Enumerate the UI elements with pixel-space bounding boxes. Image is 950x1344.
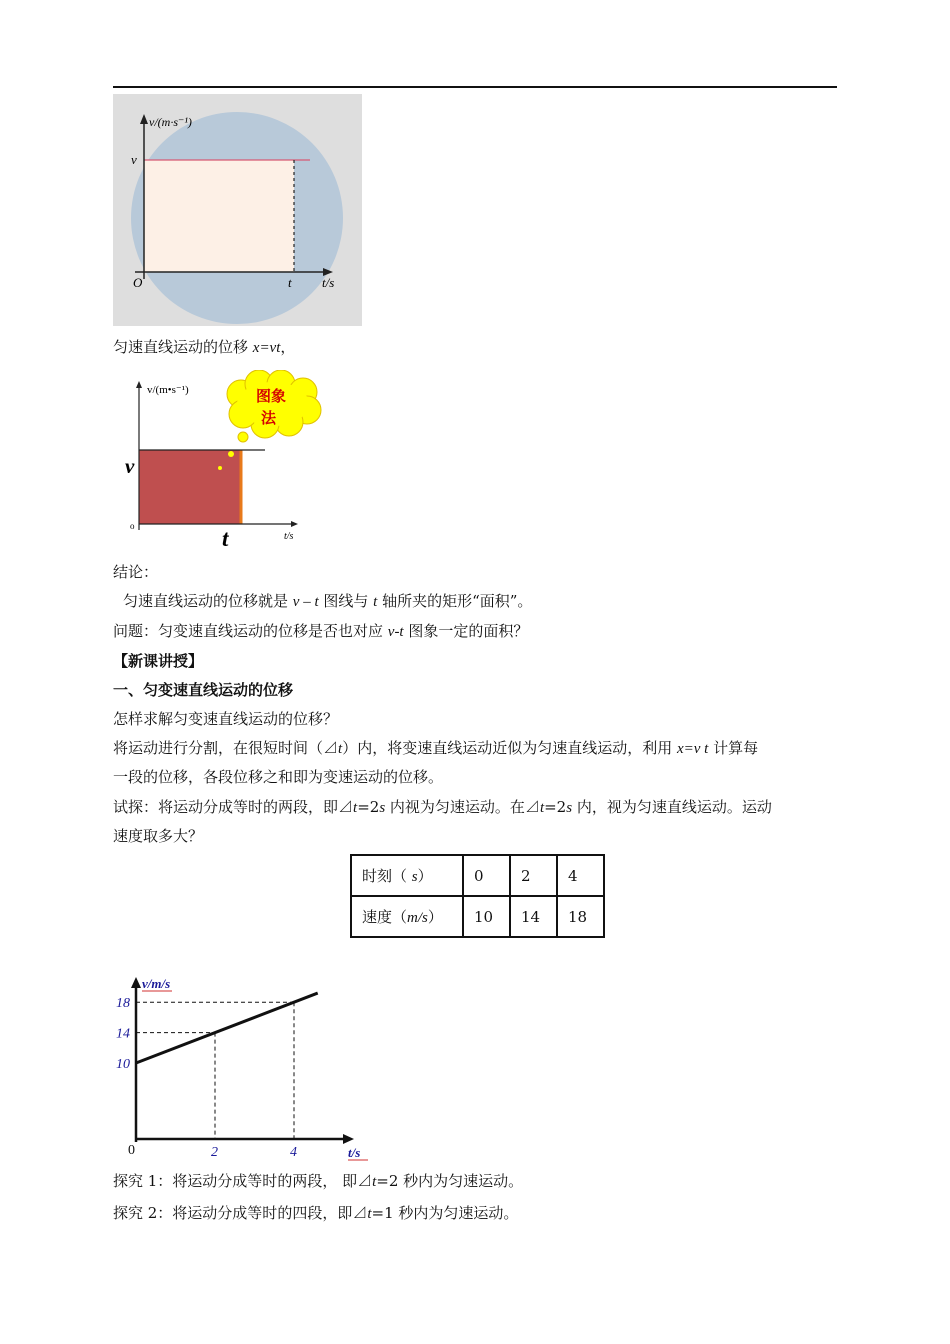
y-axis-label: v/(m•s⁻¹) <box>147 384 189 396</box>
x-tick-label: 2 <box>211 1145 218 1160</box>
velocity-line <box>136 993 318 1063</box>
y-axis-label: v/(m·s⁻¹) <box>149 115 192 129</box>
cloud-text-2: 法 <box>261 411 277 427</box>
x-axis-arrow <box>291 521 298 527</box>
try-paragraph-line1: 试探：将运动分成等时的两段，即⊿t=2s 内视为匀速运动。在⊿t=2s 内，视为匀速直线运动。运动 <box>113 798 772 816</box>
conclusion-text: 匀速直线运动的位移就是 v – t 图线与 t 轴所夹的矩形“面积”。 <box>123 592 533 610</box>
section-heading: 一、匀变速直线运动的位移 <box>113 681 294 699</box>
header-rule <box>113 86 837 88</box>
question-text: 问题：匀变速直线运动的位移是否也对应 v-t 图象一定的面积？ <box>113 622 529 640</box>
x-tick-label: 4 <box>290 1145 297 1160</box>
v-label: v <box>131 152 137 167</box>
y-tick-label: 14 <box>116 1026 130 1042</box>
table-cell: 10 <box>463 896 510 937</box>
displacement-area <box>139 450 242 524</box>
displacement-area <box>144 160 294 272</box>
explore-1: 探究 1：将运动分成等时的两段， 即⊿t=2 秒内为匀速运动。 <box>113 1172 524 1190</box>
time-speed-table <box>350 854 605 938</box>
y-tick-label: 10 <box>116 1057 130 1072</box>
divide-paragraph-line1: 将运动进行分割，在很短时间（⊿t）内，将变速直线运动近似为匀速直线运动，利用 x=v t 计算每 <box>113 739 759 757</box>
t-label: t <box>288 275 292 290</box>
thought-cloud <box>218 370 321 470</box>
conclusion-title: 结论： <box>113 563 159 581</box>
x-axis-label: t/s <box>348 1145 361 1160</box>
table-cell: 18 <box>557 896 604 937</box>
try-paragraph-line2: 速度取多大？ <box>113 827 204 845</box>
table-row <box>351 896 604 937</box>
y-axis-arrow <box>131 977 141 988</box>
table-cell: 14 <box>510 896 557 937</box>
t-label: t <box>222 526 229 550</box>
origin-label: O <box>133 275 143 290</box>
uniform-motion-vt-figure <box>113 94 362 326</box>
uniform-displacement-formula: 匀速直线运动的位移 x=vt， <box>113 338 296 356</box>
table-cell: 0 <box>463 855 510 896</box>
v-label: v <box>125 454 135 478</box>
explore-2: 探究 2：将运动分成等时的四段，即⊿t=1 秒内为匀速运动。 <box>113 1204 519 1222</box>
divide-paragraph-line2: 一段的位移，各段位移之和即为变速运动的位移。 <box>113 768 444 786</box>
y-axis-arrow <box>136 381 142 388</box>
table-header-cell: 速度（m/s） <box>351 896 463 937</box>
accelerated-vt-chart <box>110 970 380 1165</box>
y-axis-label: v/m/s <box>142 976 171 991</box>
new-lesson-heading: 【新课讲授】 <box>113 652 204 670</box>
x-axis-label: t/s <box>322 275 335 290</box>
how-question: 怎样求解匀变速直线运动的位移？ <box>113 710 339 728</box>
origin-label: 0 <box>128 1143 135 1158</box>
table-header-cell: 时刻（ s） <box>351 855 463 896</box>
y-tick-label: 18 <box>116 996 130 1012</box>
table-cell: 4 <box>557 855 604 896</box>
x-axis-arrow <box>343 1134 354 1144</box>
cloud-text-1: 图象 <box>256 389 287 405</box>
origin-label: o <box>130 521 135 531</box>
table-row <box>351 855 604 896</box>
graph-method-figure <box>113 370 353 550</box>
table-cell: 2 <box>510 855 557 896</box>
x-axis-label: t/s <box>284 531 294 542</box>
